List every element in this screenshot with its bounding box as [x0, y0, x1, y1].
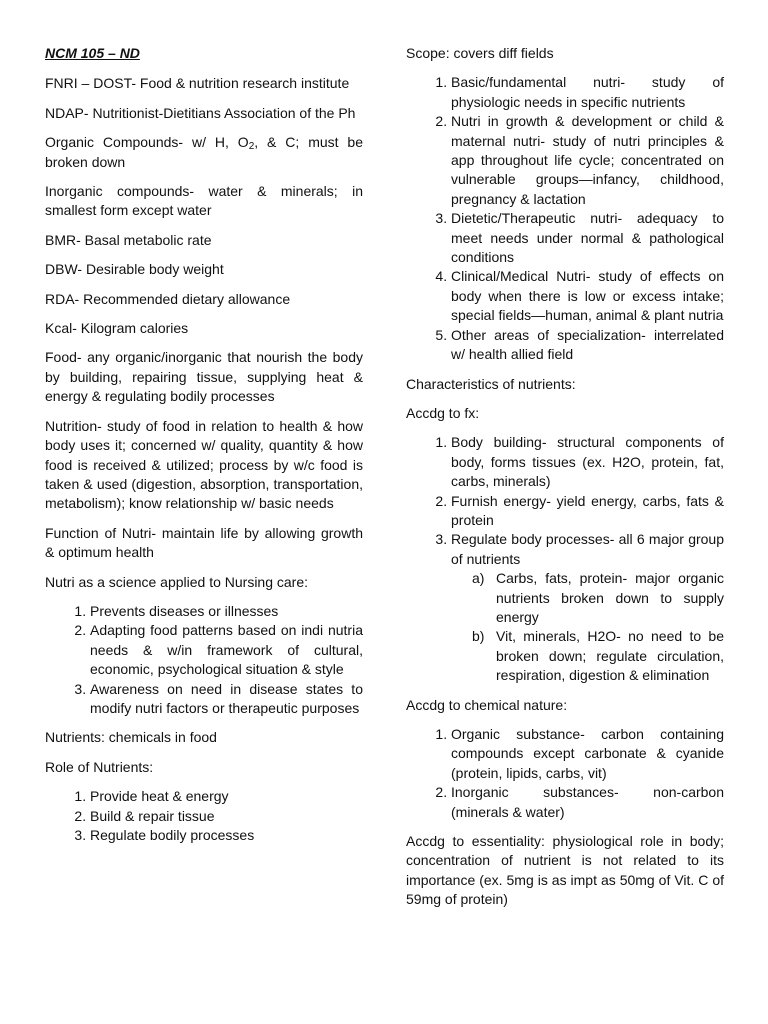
- list-item: [451, 530, 724, 685]
- scope-list: [406, 73, 724, 364]
- right-column: [406, 44, 724, 920]
- list-item: 2. Nutri in growth & development or child & maternal nutri- study of nutri principles & app throughout life cycle; concentrated on vulnerable groups—infancy, childhood, pregnancy & lactation: [451, 112, 724, 209]
- note-bmr: BMR- Basal metabolic rate: [45, 231, 212, 248]
- left-column: [45, 44, 363, 855]
- list-item: 1. Organic substance- carbon containing compounds except carbonate & cyanide (protein, lipids, carbs, vit): [451, 725, 724, 783]
- note-nursing-heading: Nutri as a science applied to Nursing care:: [45, 573, 309, 590]
- note-ndap: NDAP- Nutritionist-Dietitians Association of the Ph: [45, 104, 356, 121]
- sub-list-text: Carbs, fats, protein- major organic nutrients broken down to supply energy: [496, 570, 724, 625]
- page-title: NCM 105 – ND: [45, 45, 140, 61]
- list-item-text: Regulate body processes- all 6 major group of nutrients: [451, 531, 724, 567]
- note-nutrition-definition: Nutrition- study of food in relation to health & how body uses it; concerned w/ quality, quantity & how food is received & utilized; process by w/c food is taken & used (digestion, absorption, transportation, metabolism); know relationship w/ basic needs: [45, 417, 363, 512]
- note-food-definition: Food- any organic/inorganic that nourish the body by building, repairing tissue, supplying heat & energy & regulating bodily processes: [45, 349, 363, 405]
- sub-list-text: Vit, minerals, H2O- no need to be broken down; regulate circulation, respiration, digestion & elimination: [496, 628, 724, 684]
- sub-list-item: [472, 627, 724, 685]
- list-item: 3. Awareness on need in disease states to modify nutri factors or therapeutic purposes: [90, 680, 363, 719]
- list-item: 2. Adapting food patterns based on indi nutria needs & w/in framework of cultural, economic, psychological situation & style: [90, 621, 363, 679]
- note-organic-compounds: [45, 133, 363, 172]
- list-item: 2. Build & repair tissue: [90, 807, 363, 826]
- fx-heading: Accdg to fx:: [406, 404, 480, 421]
- sub-list-marker: a): [472, 570, 485, 587]
- list-item: 4. Clinical/Medical Nutri- study of effects on body when there is low or excess intake; special fields—human, animal & plant nutria: [451, 267, 724, 325]
- fx-list: [406, 433, 724, 685]
- organic-post: , & C; must be broken down: [45, 134, 364, 170]
- list-item: 3. Regulate bodily processes: [90, 826, 363, 845]
- chem-heading: Accdg to chemical nature:: [406, 696, 568, 713]
- scope-heading: Scope: covers diff fields: [406, 45, 554, 61]
- list-item: 2. Inorganic substances- non-carbon (minerals & water): [451, 783, 724, 822]
- organic-pre: Organic Compounds- w/ H, O: [45, 134, 249, 151]
- note-kcal: Kcal- Kilogram calories: [45, 320, 189, 337]
- note-fnri: FNRI – DOST- Food & nutrition research institute: [45, 75, 350, 92]
- characteristics-heading: Characteristics of nutrients:: [406, 375, 576, 392]
- list-item: 2. Furnish energy- yield energy, carbs, fats & protein: [451, 492, 724, 531]
- list-item: 3. Dietetic/Therapeutic nutri- adequacy to meet needs under normal & pathological conditions: [451, 209, 724, 267]
- role-list: [45, 787, 363, 845]
- list-item: 1. Body building- structural components of body, forms tissues (ex. H2O, protein, fat, carbs, minerals): [451, 433, 724, 491]
- list-item: 1. Prevents diseases or illnesses: [90, 602, 363, 621]
- note-nutrients: Nutrients: chemicals in food: [45, 729, 217, 746]
- note-dbw: DBW- Desirable body weight: [45, 261, 224, 278]
- note-rda: RDA- Recommended dietary allowance: [45, 290, 291, 307]
- note-function-of-nutri: Function of Nutri- maintain life by allowing growth & optimum health: [45, 524, 363, 561]
- list-item: 1. Provide heat & energy: [90, 787, 363, 806]
- fx-sub-list: [451, 569, 724, 685]
- sub-list-item: [472, 569, 724, 627]
- note-role-heading: Role of Nutrients:: [45, 758, 154, 775]
- sub-list-marker: b): [472, 628, 485, 645]
- organic-sub: 2: [248, 141, 255, 153]
- essentiality-paragraph: Accdg to essentiality: physiological role in body; concentration of nutrient is not related to its importance (ex. 5mg is as impt as 50mg of Vit. C of 59mg of protein): [406, 833, 724, 908]
- note-inorganic-compounds: Inorganic compounds- water & minerals; in smallest form except water: [45, 183, 363, 219]
- list-item: 1. Basic/fundamental nutri- study of physiologic needs in specific nutrients: [451, 73, 724, 112]
- chem-list: [406, 725, 724, 822]
- nursing-list: [45, 602, 363, 718]
- list-item: 5. Other areas of specialization- interrelated w/ health allied field: [451, 326, 724, 365]
